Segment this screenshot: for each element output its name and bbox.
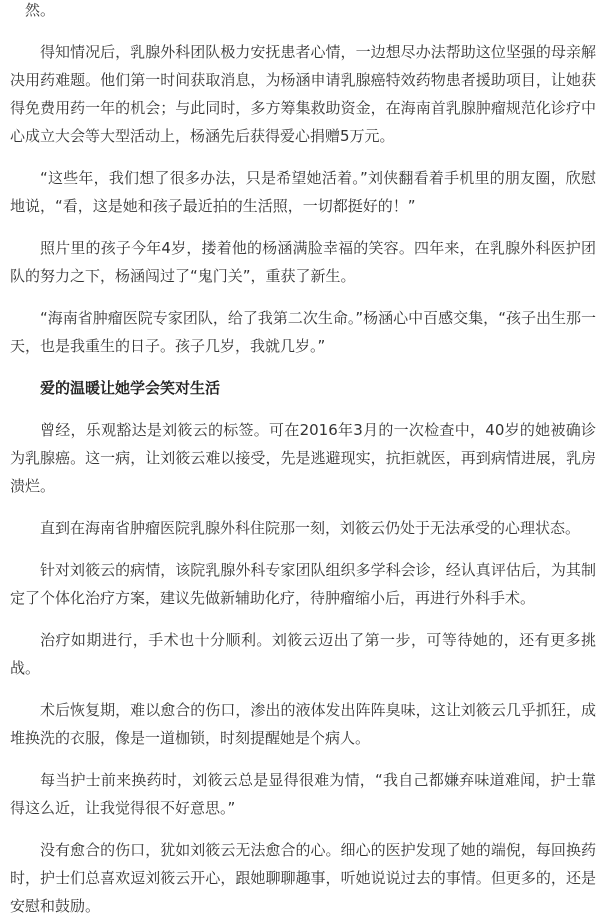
paragraph: 每当护士前来换药时，刘筱云总是显得很难为情，“我自己都嫌弃味道难闻，护士靠得这么近，让我觉得很不好意思。”: [10, 771, 596, 817]
paragraph: 直到在海南省肿瘤医院乳腺外科住院那一刻，刘筱云仍处于无法承受的心理状态。: [40, 519, 581, 537]
paragraph: “这些年，我们想了很多办法，只是希望她活着。”刘侠翻看着手机里的朋友圈，欣慰地说，“看，这是她和孩子最近拍的生活照，一切都挺好的！”: [10, 169, 596, 215]
paragraph: 照片里的孩子今年4岁，搂着他的杨涵满脸幸福的笑容。四年来，在乳腺外科医护团队的努力之下，杨涵闯过了“鬼门关”，重获了新生。: [10, 239, 596, 285]
section-heading: 爱的温暖让她学会笑对生活: [40, 379, 221, 397]
paragraph: 曾经，乐观豁达是刘筱云的标签。可在2016年3月的一次检查中，40岁的她被确诊为乳腺癌。这一病，让刘筱云难以接受，先是逃避现实，抗拒就医，再到病情进展，乳房溃烂。: [10, 421, 596, 495]
paragraph: “海南省肿瘤医院专家团队，给了我第二次生命。”杨涵心中百感交集，“孩子出生那一天，也是我重生的日子。孩子几岁，我就几岁。”: [10, 309, 596, 355]
paragraph: 术后恢复期，难以愈合的伤口，渗出的液体发出阵阵臭味，这让刘筱云几乎抓狂，成堆换洗的衣服，像是一道枷锁，时刻提醒她是个病人。: [10, 701, 596, 747]
paragraph: 针对刘筱云的病情，该院乳腺外科专家团队组织多学科会诊，经认真评估后，为其制定了个体化治疗方案，建议先做新辅助化疗，待肿瘤缩小后，再进行外科手术。: [10, 561, 596, 607]
paragraph: 得知情况后，乳腺外科团队极力安抚患者心情，一边想尽办法帮助这位坚强的母亲解决用药难题。他们第一时间获取消息，为杨涵申请乳腺癌特效药物患者援助项目，让她获得免费用药一年的机会；与此同时，多方筹集救助资金，在海南首乳腺肿瘤规范化诊疗中心成立大会等大型活动上，杨涵先后获得爱心捐赠5万元。: [10, 43, 596, 145]
paragraph-fragment: 然。: [25, 1, 56, 19]
paragraph: 没有愈合的伤口，犹如刘筱云无法愈合的心。细心的医护发现了她的端倪，每回换药时，护士们总喜欢逗刘筱云开心，跟她聊聊趣事，听她说说过去的事情。但更多的，还是安慰和鼓励。: [10, 841, 596, 915]
paragraph: 治疗如期进行，手术也十分顺利。刘筱云迈出了第一步，可等待她的，还有更多挑战。: [10, 631, 596, 677]
